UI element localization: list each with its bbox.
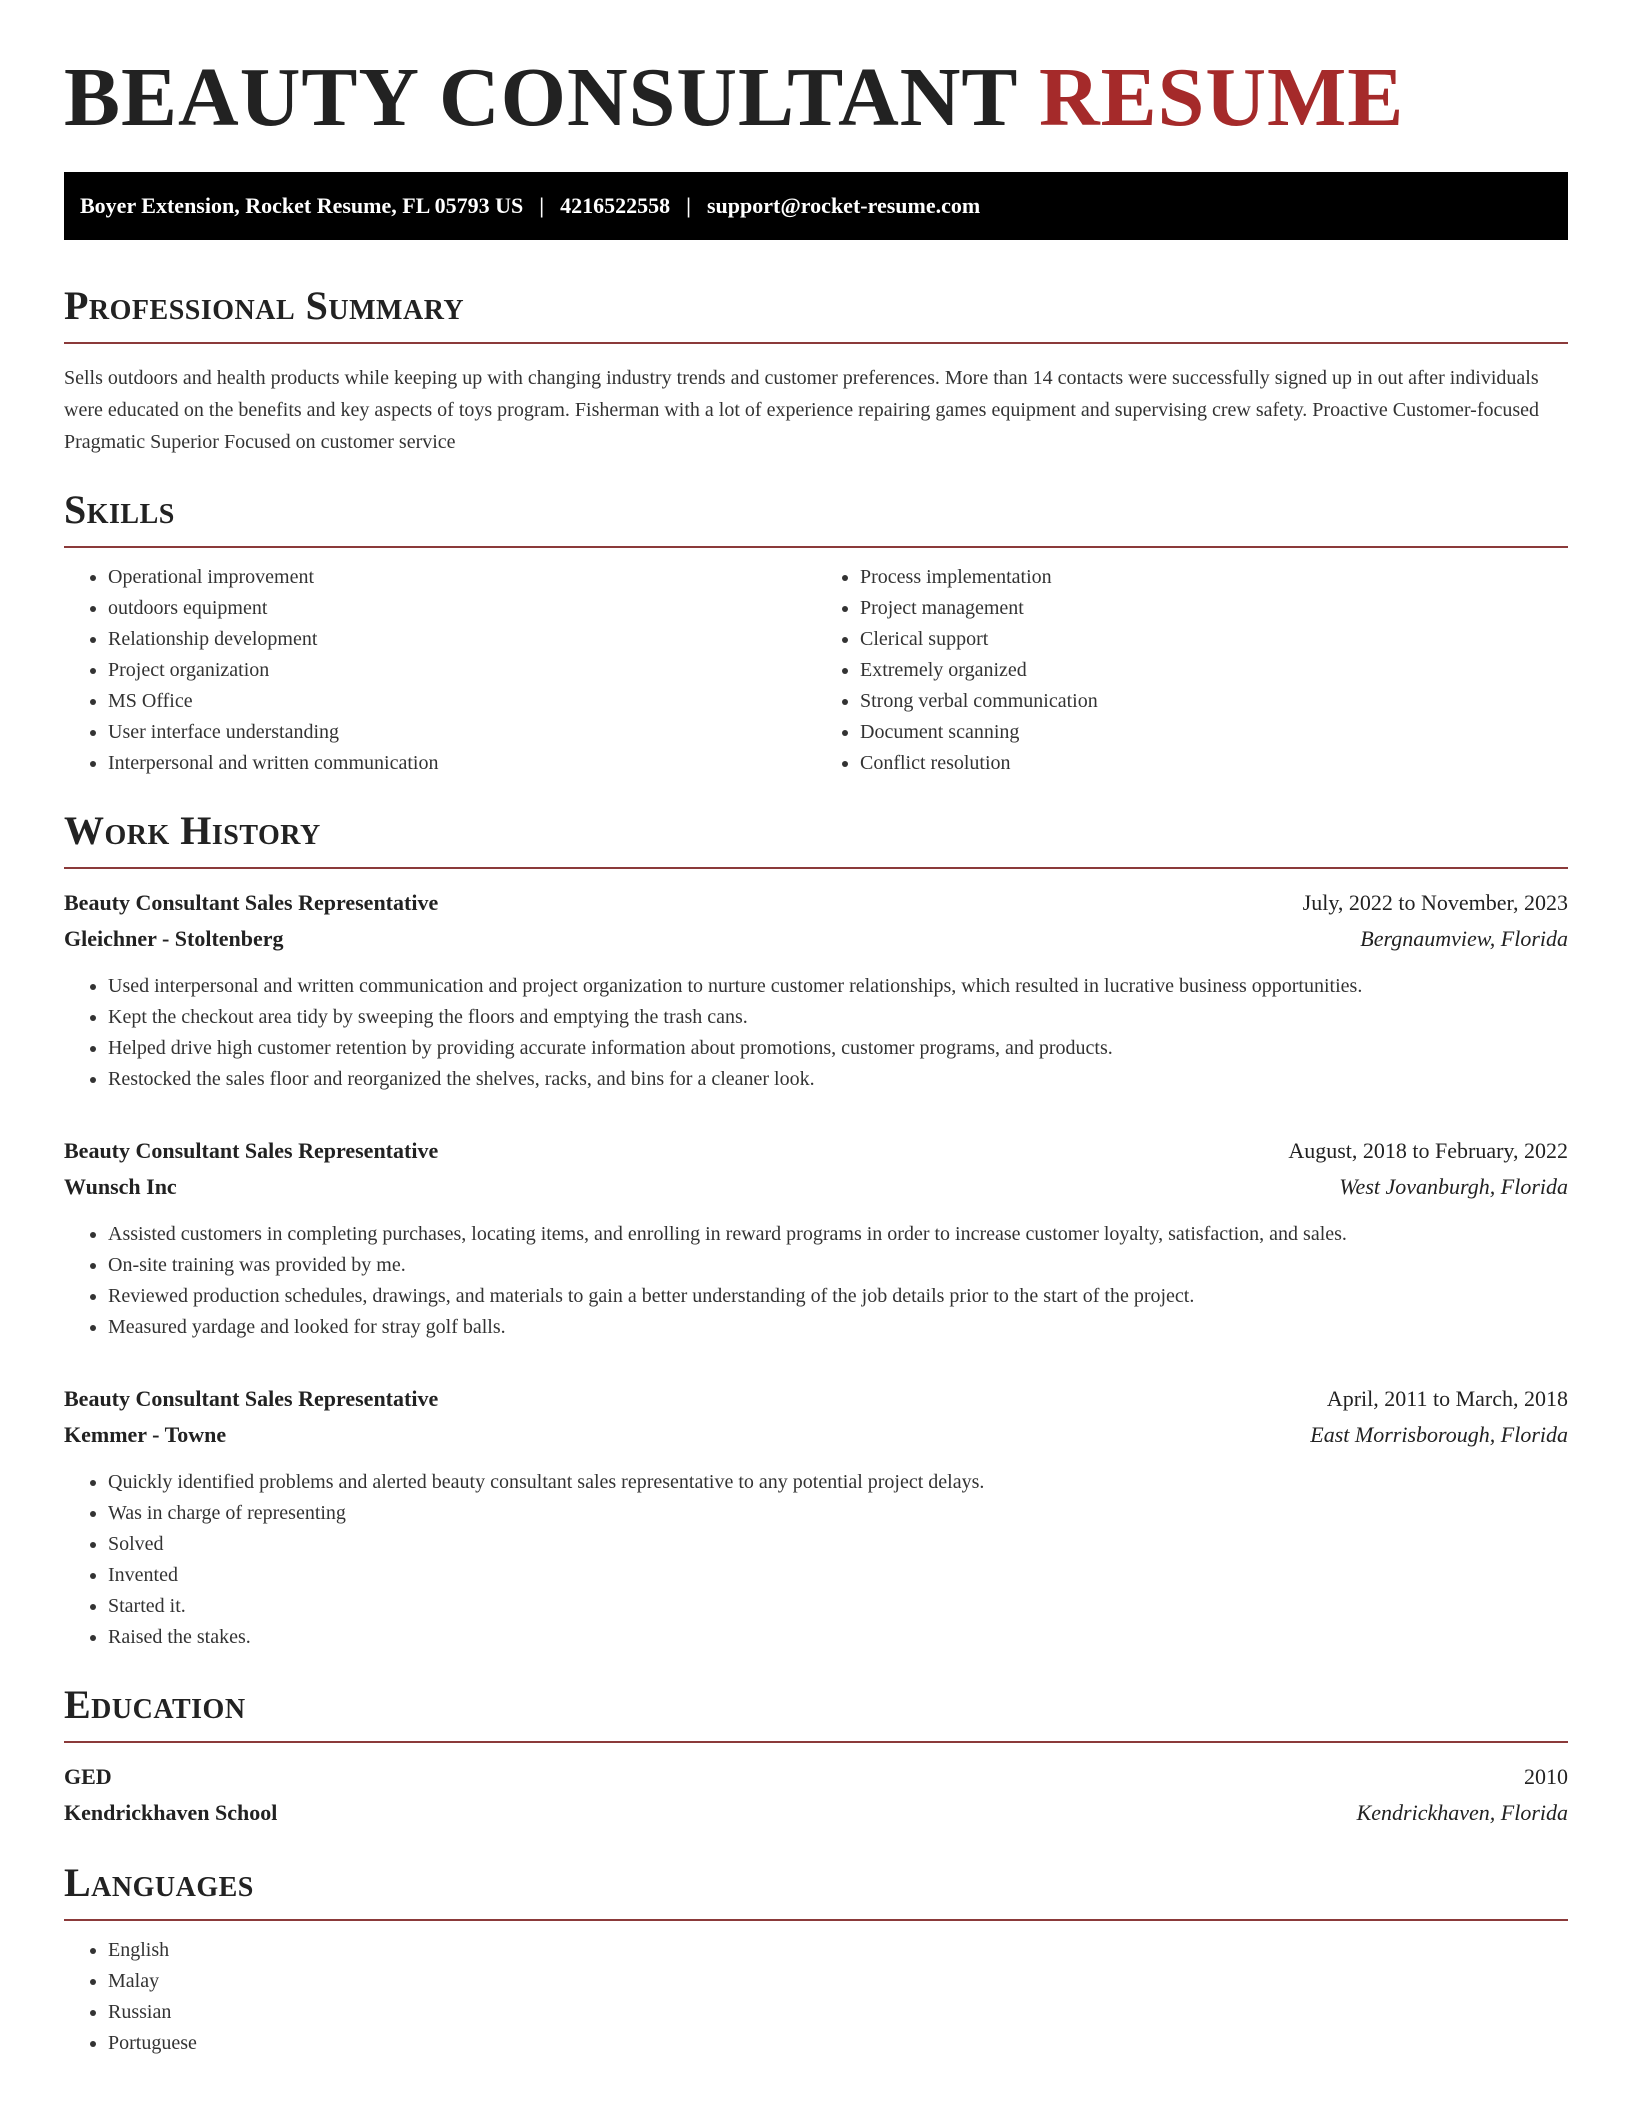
job-duty: • Assisted customers in completing purchases, locating items, and enrolling in reward programs in order to increase customer loyalty, satisfaction, and sales. <box>108 1219 1568 1250</box>
job-position: Beauty Consultant Sales Representative <box>64 1138 439 1164</box>
job-location: West Jovanburgh, Florida <box>1339 1174 1568 1200</box>
skill-item: • Document scanning <box>860 717 1568 748</box>
job-company-row <box>64 1417 1568 1453</box>
job-position: Beauty Consultant Sales Representative <box>64 1386 439 1412</box>
skill-item: • Project organization <box>108 655 816 686</box>
skill-item: • Conflict resolution <box>860 748 1568 779</box>
job-duty: • Helped drive high customer retention by providing accurate information about promotions, customer programs, and products. <box>108 1033 1568 1064</box>
language-item: • English <box>108 1935 1568 1966</box>
skill-item: • Interpersonal and written communication <box>108 748 816 779</box>
title-main: BEAUTY CONSULTANT <box>64 51 1017 144</box>
skill-item: • Extremely organized <box>860 655 1568 686</box>
job-dates: August, 2018 to February, 2022 <box>1288 1138 1568 1164</box>
contact-phone: 4216522558 <box>560 193 671 219</box>
section-title-work-history: Work History <box>64 809 1568 869</box>
job-dates: July, 2022 to November, 2023 <box>1302 890 1568 916</box>
skills-list-left <box>64 562 816 779</box>
job-entry <box>64 1133 1568 1343</box>
language-item: • Portuguese <box>108 2028 1568 2059</box>
section-title-skills: Skills <box>64 488 1568 548</box>
skill-item: • Process implementation <box>860 562 1568 593</box>
job-duty: • Measured yardage and looked for stray golf balls. <box>108 1312 1568 1343</box>
contact-address: Boyer Extension, Rocket Resume, FL 05793 US <box>80 193 524 219</box>
language-item: • Malay <box>108 1966 1568 1997</box>
section-title-summary: Professional Summary <box>64 284 1568 344</box>
job-company-row <box>64 921 1568 957</box>
job-duties <box>64 971 1568 1095</box>
skill-item: • outdoors equipment <box>108 593 816 624</box>
education-location: Kendrickhaven, Florida <box>1356 1800 1568 1826</box>
job-duty: • Restocked the sales floor and reorganized the shelves, racks, and bins for a cleaner look. <box>108 1064 1568 1095</box>
skill-item: • Operational improvement <box>108 562 816 593</box>
job-header-row <box>64 885 1568 921</box>
job-duties <box>64 1467 1568 1653</box>
job-duty: • Kept the checkout area tidy by sweeping the floors and emptying the trash cans. <box>108 1002 1568 1033</box>
education-entry <box>64 1759 1568 1831</box>
contact-separator: | <box>686 193 691 219</box>
job-duties <box>64 1219 1568 1343</box>
job-duty: • Was in charge of representing <box>108 1498 1568 1529</box>
job-company: Kemmer - Towne <box>64 1422 227 1448</box>
education-degree-row <box>64 1759 1568 1795</box>
languages-section <box>64 1861 1568 2059</box>
skill-item: • User interface understanding <box>108 717 816 748</box>
skills-section <box>64 488 1568 779</box>
resume-title <box>64 52 1568 144</box>
job-entry <box>64 885 1568 1095</box>
skill-item: • Relationship development <box>108 624 816 655</box>
job-company-row <box>64 1169 1568 1205</box>
section-title-languages: Languages <box>64 1861 1568 1921</box>
job-header-row <box>64 1133 1568 1169</box>
section-title-education: Education <box>64 1683 1568 1743</box>
skill-item: • Strong verbal communication <box>860 686 1568 717</box>
skills-list-right <box>816 562 1568 779</box>
job-company: Gleichner - Stoltenberg <box>64 926 284 952</box>
education-year: 2010 <box>1524 1764 1568 1790</box>
job-company: Wunsch Inc <box>64 1174 177 1200</box>
job-duty: • Reviewed production schedules, drawings, and materials to gain a better understanding of the job details prior to the start of the project. <box>108 1281 1568 1312</box>
summary-text: Sells outdoors and health products while keeping up with changing industry trends and customer preferences. More than 14 contacts were successfully signed up in out after individuals were educated on the benefits and key aspects of toys program. Fisherman with a lot of experience repairing games equipment and supervising crew safety. Proactive Customer-focused Pragmatic Superior Focused on customer service <box>64 367 1540 454</box>
job-duty: • On-site training was provided by me. <box>108 1250 1568 1281</box>
job-position: Beauty Consultant Sales Representative <box>64 890 439 916</box>
languages-list <box>64 1935 1568 2059</box>
job-header-row <box>64 1381 1568 1417</box>
summary-section <box>64 284 1568 458</box>
job-duty: • Invented <box>108 1560 1568 1591</box>
education-section <box>64 1683 1568 1831</box>
language-item: • Russian <box>108 1997 1568 2028</box>
skill-item: • MS Office <box>108 686 816 717</box>
job-duty: • Raised the stakes. <box>108 1622 1568 1653</box>
job-duty: • Quickly identified problems and alerted beauty consultant sales representative to any potential project delays. <box>108 1467 1568 1498</box>
education-degree: GED <box>64 1764 112 1790</box>
education-school-row <box>64 1795 1568 1831</box>
contact-email: support@rocket-resume.com <box>706 193 981 219</box>
job-duty: • Started it. <box>108 1591 1568 1622</box>
contact-bar <box>64 172 1568 240</box>
job-duty: • Solved <box>108 1529 1568 1560</box>
education-school: Kendrickhaven School <box>64 1800 278 1826</box>
job-duty: • Used interpersonal and written communication and project organization to nurture customer relationships, which resulted in lucrative business opportunities. <box>108 971 1568 1002</box>
skill-item: • Project management <box>860 593 1568 624</box>
work-history-section <box>64 809 1568 1653</box>
skill-item: • Clerical support <box>860 624 1568 655</box>
job-location: Bergnaumview, Florida <box>1360 926 1568 952</box>
job-dates: April, 2011 to March, 2018 <box>1326 1386 1568 1412</box>
contact-separator: | <box>539 193 545 219</box>
job-location: East Morrisborough, Florida <box>1310 1422 1568 1448</box>
title-accent: RESUME <box>1038 51 1405 144</box>
job-entry <box>64 1381 1568 1653</box>
skills-grid <box>64 548 1568 779</box>
